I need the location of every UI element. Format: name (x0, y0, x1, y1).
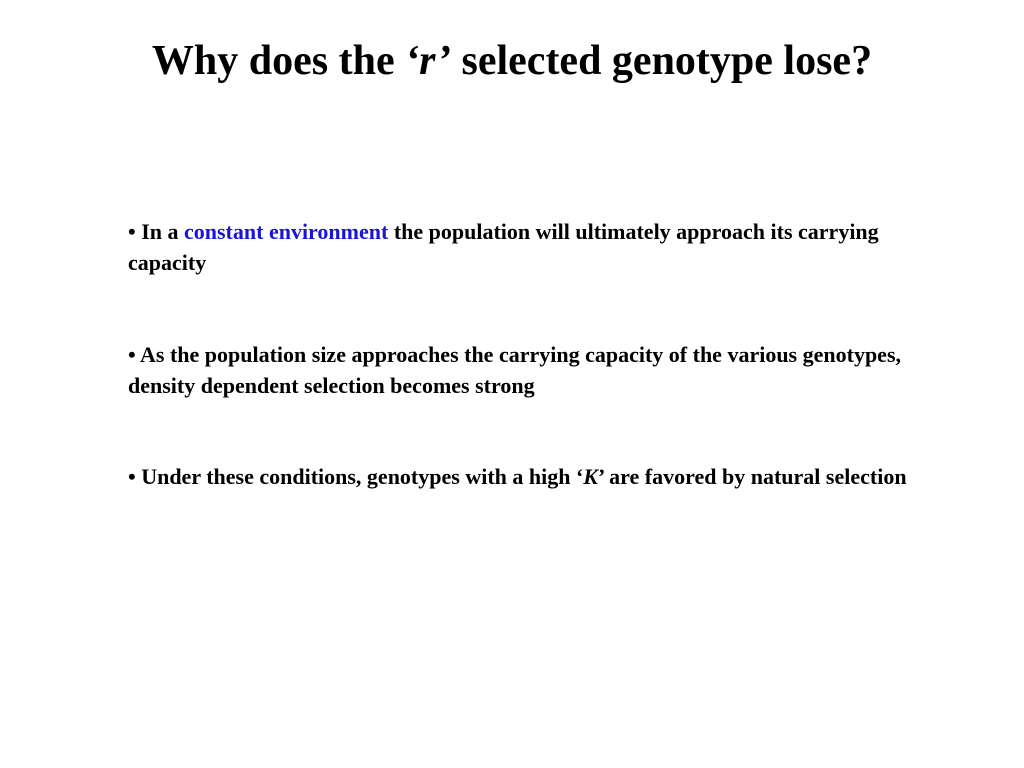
slide-title (0, 36, 1024, 86)
title-text-start: Why does the (151, 38, 406, 84)
bullet-item-high-k-favored (128, 461, 948, 492)
bullet-item-density-dependent (128, 339, 948, 401)
bullet-text-pre: Under these conditions, genotypes with a high ‘ (135, 464, 584, 489)
bullet-marker: • (128, 342, 136, 367)
title-text-end: selected genotype lose? (451, 38, 873, 84)
bullet-text-post: the population will ultimately approach its carrying capacity (128, 219, 879, 275)
bullet-k-italic: K (583, 464, 598, 489)
title-r-italic: ‘r’ (405, 38, 451, 84)
bullet-text-post: ’ are favored by natural selection (597, 464, 907, 489)
bullet-text: As the population size approaches the carrying capacity of the various genotypes, density dependent selection becomes strong (128, 342, 902, 398)
bullet-marker: • (128, 464, 136, 489)
bullet-text-pre: In a (135, 219, 184, 244)
bullet-item-constant-environment (128, 216, 948, 278)
bullet-marker: • (128, 219, 136, 244)
bullet-highlight-text: constant environment (184, 219, 389, 244)
